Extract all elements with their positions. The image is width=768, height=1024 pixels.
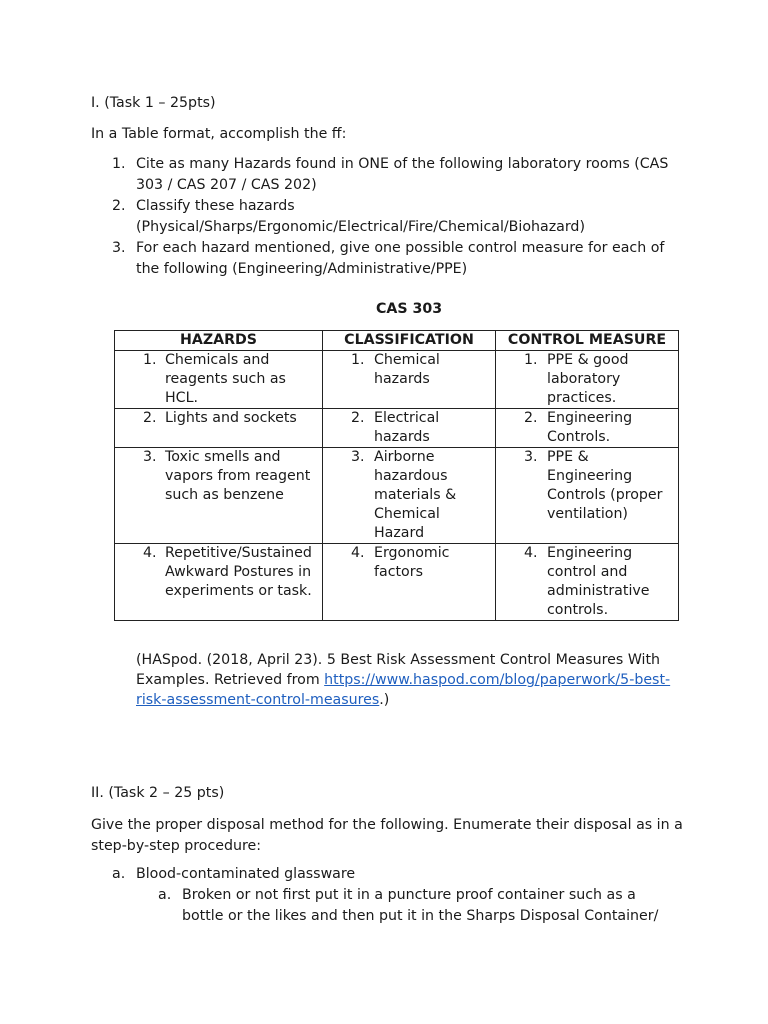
task1-steps bbox=[112, 154, 682, 280]
task2-title: II. (Task 2 – 25 pts) bbox=[91, 785, 225, 801]
classification-cell: Electrical hazards bbox=[374, 410, 440, 445]
classification-cell: Ergonomic factors bbox=[374, 545, 450, 580]
row-number: 3. bbox=[351, 449, 365, 465]
hazard-cell: Lights and sockets bbox=[165, 410, 297, 426]
classification-cell: Chemical hazards bbox=[374, 352, 440, 387]
control-cell: PPE & Engineering Controls (proper ventilation) bbox=[547, 449, 663, 522]
task2-intro: Give the proper disposal method for the following. Enumerate their disposal as in a step-by-step procedure: bbox=[91, 817, 683, 854]
list-item bbox=[158, 885, 668, 927]
header-classification: CLASSIFICATION bbox=[323, 331, 496, 351]
list-item bbox=[112, 154, 682, 196]
table-row bbox=[115, 351, 679, 409]
reference-end: .) bbox=[379, 692, 390, 708]
reference-link[interactable]: https://www.haspod.com/blog/paperwork/5-best-risk-assessment-control-measures bbox=[136, 672, 671, 708]
task2-subitems bbox=[158, 885, 668, 927]
hazard-cell: Toxic smells and vapors from reagent such as benzene bbox=[165, 449, 311, 503]
task1-title: I. (Task 1 – 25pts) bbox=[91, 95, 216, 111]
hazard-cell: Chemicals and reagents such as HCL. bbox=[165, 352, 286, 406]
header-control-measure: CONTROL MEASURE bbox=[496, 331, 679, 351]
hazards-table bbox=[114, 330, 679, 621]
table-row bbox=[115, 448, 679, 544]
header-hazards: HAZARDS bbox=[115, 331, 323, 351]
row-number: 4. bbox=[351, 545, 365, 561]
table-row bbox=[115, 409, 679, 448]
list-text: Broken or not first put it in a puncture proof container such as a bottle or the likes and then put it in the Sharps Disposal Container/ bbox=[182, 887, 659, 924]
list-text: Blood-contaminated glassware bbox=[136, 866, 356, 882]
control-cell: PPE & good laboratory practices. bbox=[547, 352, 629, 406]
list-number: 3. bbox=[112, 240, 126, 256]
row-number: 4. bbox=[143, 545, 157, 561]
reference-citation bbox=[136, 650, 676, 710]
list-number: 1. bbox=[112, 156, 126, 172]
control-cell: Engineering Controls. bbox=[547, 410, 633, 445]
row-number: 2. bbox=[143, 410, 157, 426]
list-letter: a. bbox=[158, 887, 172, 903]
task2-items bbox=[112, 864, 672, 885]
list-text: Classify these hazards (Physical/Sharps/Ergonomic/Electrical/Fire/Chemical/Biohazard) bbox=[136, 198, 585, 235]
control-cell: Engineering control and administrative controls. bbox=[547, 545, 650, 618]
hazard-cell: Repetitive/Sustained Awkward Postures in experiments or task. bbox=[165, 545, 312, 599]
row-number: 1. bbox=[143, 352, 157, 368]
list-item bbox=[112, 238, 682, 280]
row-number: 2. bbox=[524, 410, 538, 426]
list-number: 2. bbox=[112, 198, 126, 214]
table-caption: CAS 303 bbox=[376, 301, 443, 317]
task1-intro: In a Table format, accomplish the ff: bbox=[91, 126, 347, 142]
row-number: 1. bbox=[524, 352, 538, 368]
table-row bbox=[115, 544, 679, 621]
reference-text: (HASpod. (2018, April 23). 5 Best Risk Assessment Control Measures With Examples. Retrieved from bbox=[136, 652, 661, 688]
list-letter: a. bbox=[112, 866, 126, 882]
list-text: Cite as many Hazards found in ONE of the following laboratory rooms (CAS 303 / CAS 207 / CAS 202) bbox=[136, 156, 669, 193]
list-item bbox=[112, 196, 682, 238]
row-number: 4. bbox=[524, 545, 538, 561]
list-text: For each hazard mentioned, give one possible control measure for each of the following (Engineering/Administrative/PPE) bbox=[136, 240, 665, 277]
row-number: 1. bbox=[351, 352, 365, 368]
row-number: 3. bbox=[143, 449, 157, 465]
list-item bbox=[112, 864, 672, 885]
row-number: 2. bbox=[351, 410, 365, 426]
row-number: 3. bbox=[524, 449, 538, 465]
classification-cell: Airborne hazardous materials & Chemical Hazard bbox=[374, 449, 457, 541]
